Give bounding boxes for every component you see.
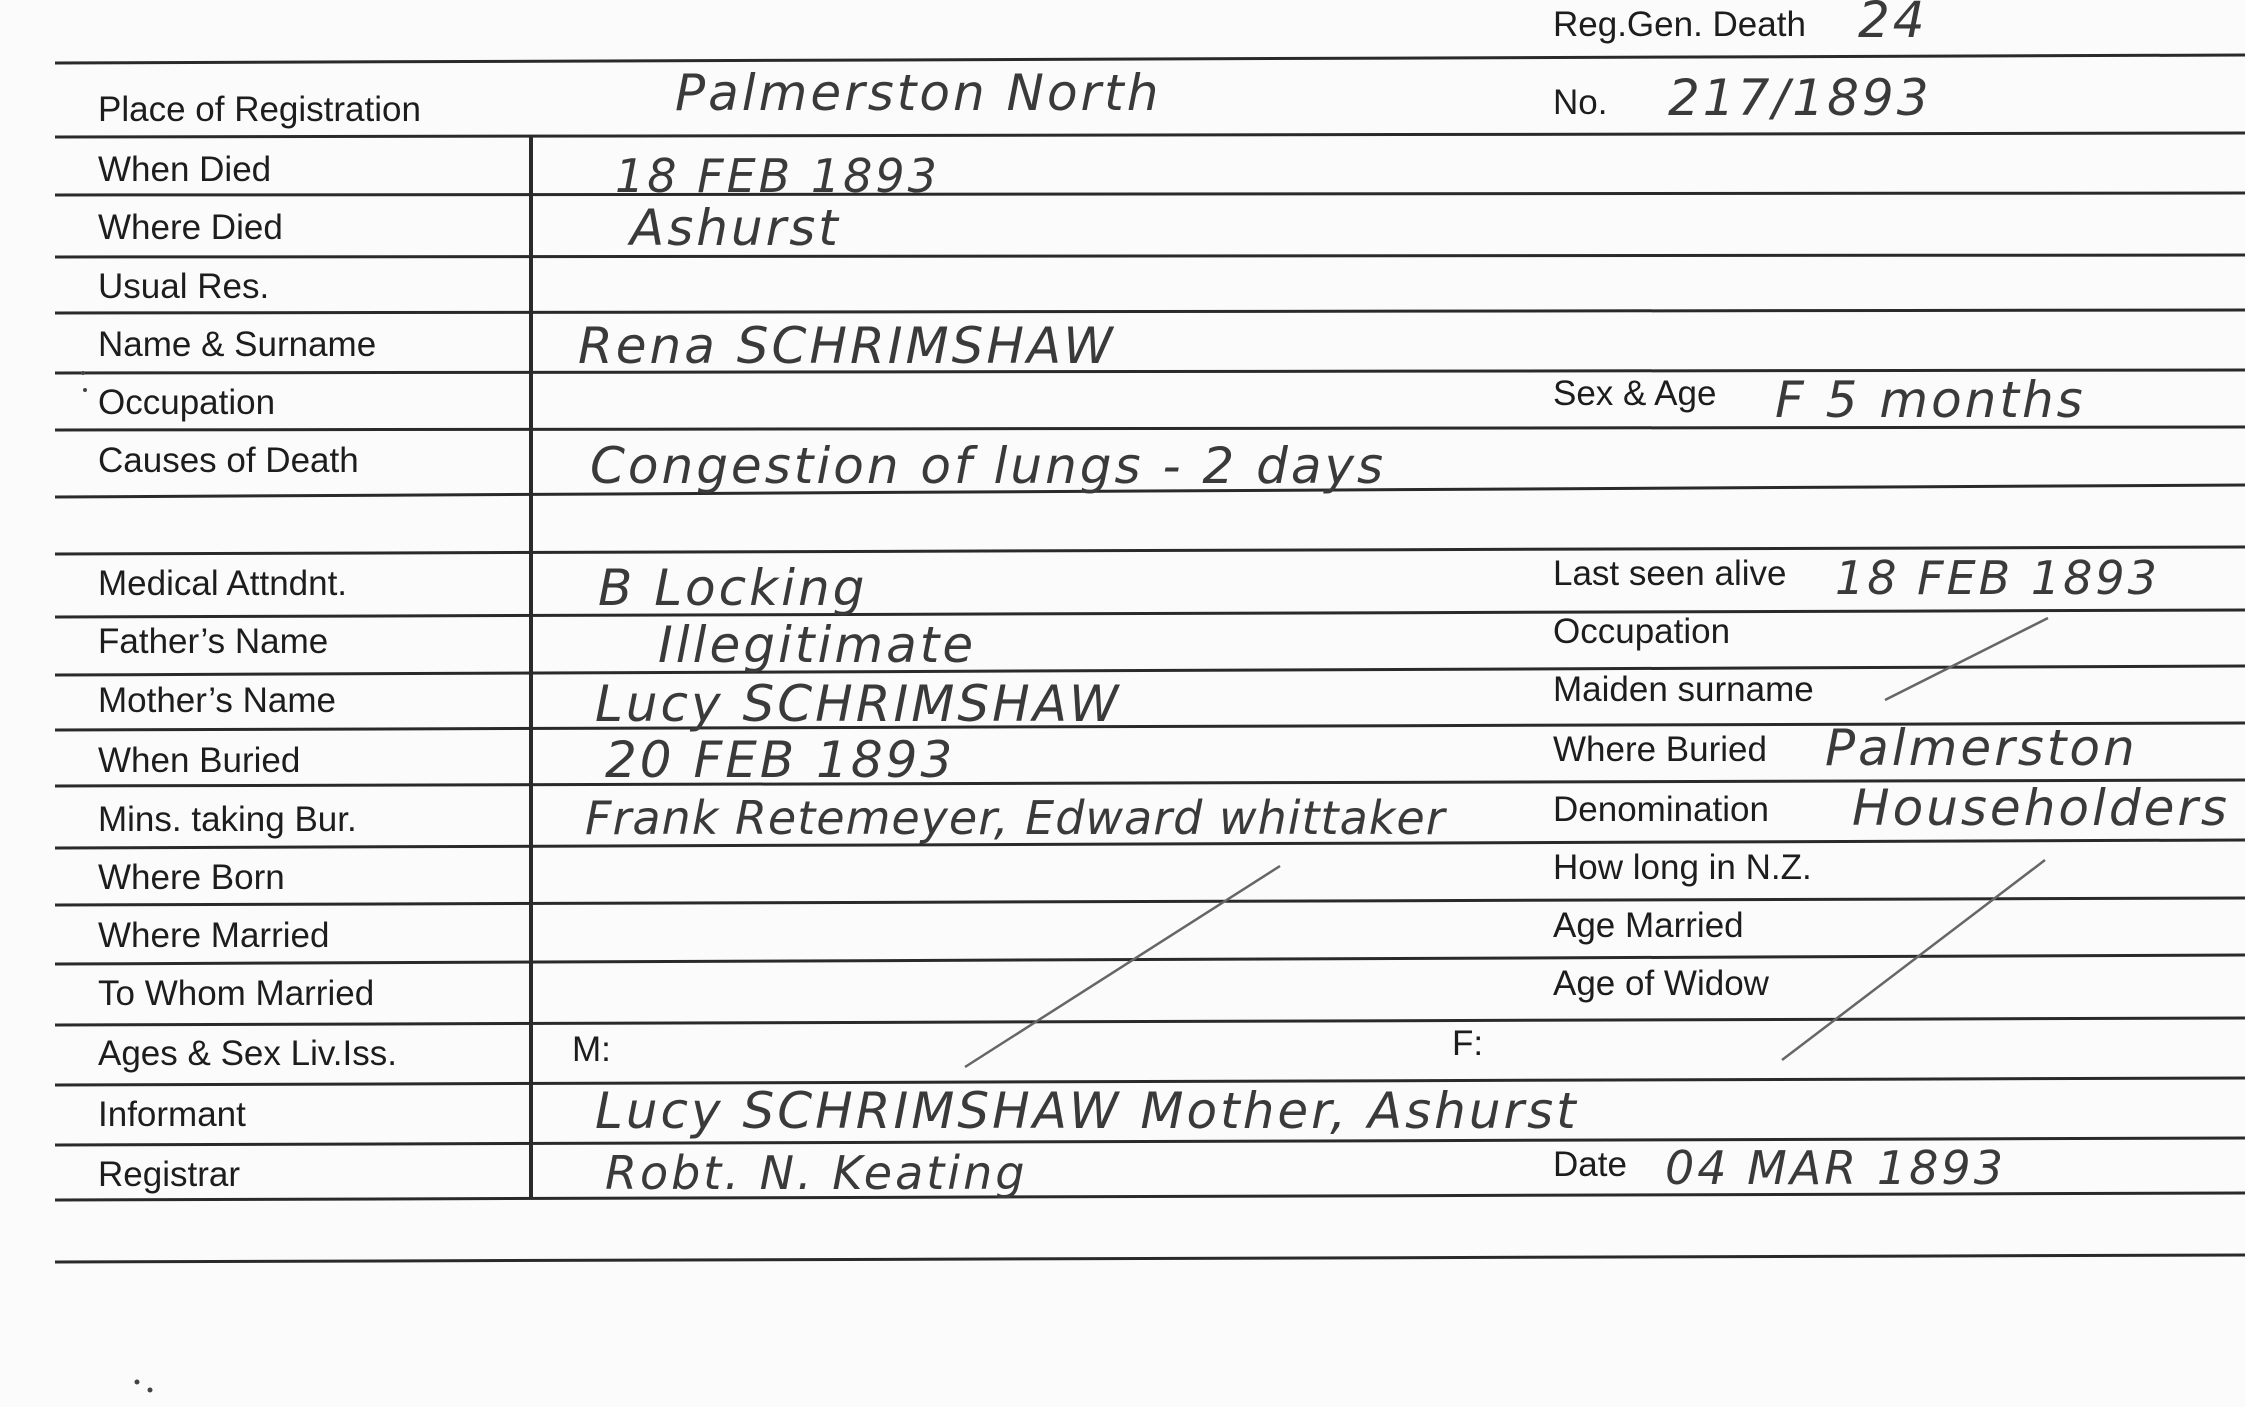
where-buried-label: Where Buried: [1553, 730, 1767, 769]
mins-taking-burial-label: Mins. taking Bur.: [98, 800, 357, 839]
registration-no-value: 217/1893: [1668, 69, 1932, 127]
last-seen-alive-value: 18 FEB 1893: [1835, 551, 2160, 605]
occupation-label: Occupation: [98, 383, 276, 422]
causes-of-death-value: Congestion of lungs - 2 days: [590, 437, 1387, 495]
age-of-widow-label: Age of Widow: [1553, 964, 1769, 1003]
mins-taking-burial-value: Frank Retemeyer, Edward whittaker: [585, 791, 1446, 845]
when-buried-value: 20 FEB 1893: [605, 731, 956, 789]
where-died-label: Where Died: [98, 208, 283, 247]
to-whom-married-label: To Whom Married: [98, 974, 375, 1013]
medical-attendant-value: B Locking: [598, 559, 868, 617]
where-buried-value: Palmerston: [1825, 719, 2138, 777]
date-label: Date: [1553, 1145, 1627, 1184]
mothers-name-value: Lucy SCHRIMSHAW: [595, 675, 1122, 733]
name-surname-value: Rena SCHRIMSHAW: [578, 317, 1116, 375]
informant-label: Informant: [98, 1095, 246, 1134]
date-value: 04 MAR 1893: [1665, 1141, 2006, 1195]
causes-of-death-label: Causes of Death: [98, 441, 359, 480]
last-seen-alive-label: Last seen alive: [1553, 554, 1787, 593]
name-surname-label: Name & Surname: [98, 325, 377, 364]
fathers-name-value: Illegitimate: [658, 616, 977, 674]
registration-no-label: No.: [1553, 83, 1608, 122]
age-married-label: Age Married: [1553, 906, 1744, 945]
where-born-label: Where Born: [98, 858, 285, 897]
when-buried-label: When Buried: [98, 741, 301, 780]
place-of-registration-label: Place of Registration: [98, 90, 421, 129]
female-issue-label: F:: [1452, 1024, 1484, 1063]
place-of-registration-value: Palmerston North: [675, 64, 1162, 122]
maiden-surname-label: Maiden surname: [1553, 670, 1814, 709]
where-died-value: Ashurst: [630, 199, 841, 257]
when-died-label: When Died: [98, 150, 272, 189]
reg-gen-death-value: 24: [1858, 0, 1928, 49]
denomination-value: Householders: [1852, 779, 2230, 837]
registrar-value: Robt. N. Keating: [605, 1146, 1028, 1200]
when-died-value: 18 FEB 1893: [615, 149, 940, 203]
ages-sex-living-issue-label: Ages & Sex Liv.Iss.: [98, 1034, 397, 1073]
mothers-name-label: Mother’s Name: [98, 681, 336, 720]
where-married-label: Where Married: [98, 916, 330, 955]
how-long-in-nz-label: How long in N.Z.: [1553, 848, 1812, 887]
medical-attendant-label: Medical Attndnt.: [98, 564, 348, 603]
sex-age-label: Sex & Age: [1553, 374, 1717, 413]
male-issue-label: M:: [572, 1030, 611, 1069]
registrar-label: Registrar: [98, 1155, 240, 1194]
usual-residence-label: Usual Res.: [98, 267, 270, 306]
reg-gen-death-label: Reg.Gen. Death: [1553, 5, 1806, 44]
informant-value: Lucy SCHRIMSHAW Mother, Ashurst: [595, 1082, 1579, 1140]
fathers-name-label: Father’s Name: [98, 622, 329, 661]
denomination-label: Denomination: [1553, 790, 1769, 829]
right-occupation-label: Occupation: [1553, 612, 1731, 651]
sex-age-value: F 5 months: [1775, 371, 2086, 429]
